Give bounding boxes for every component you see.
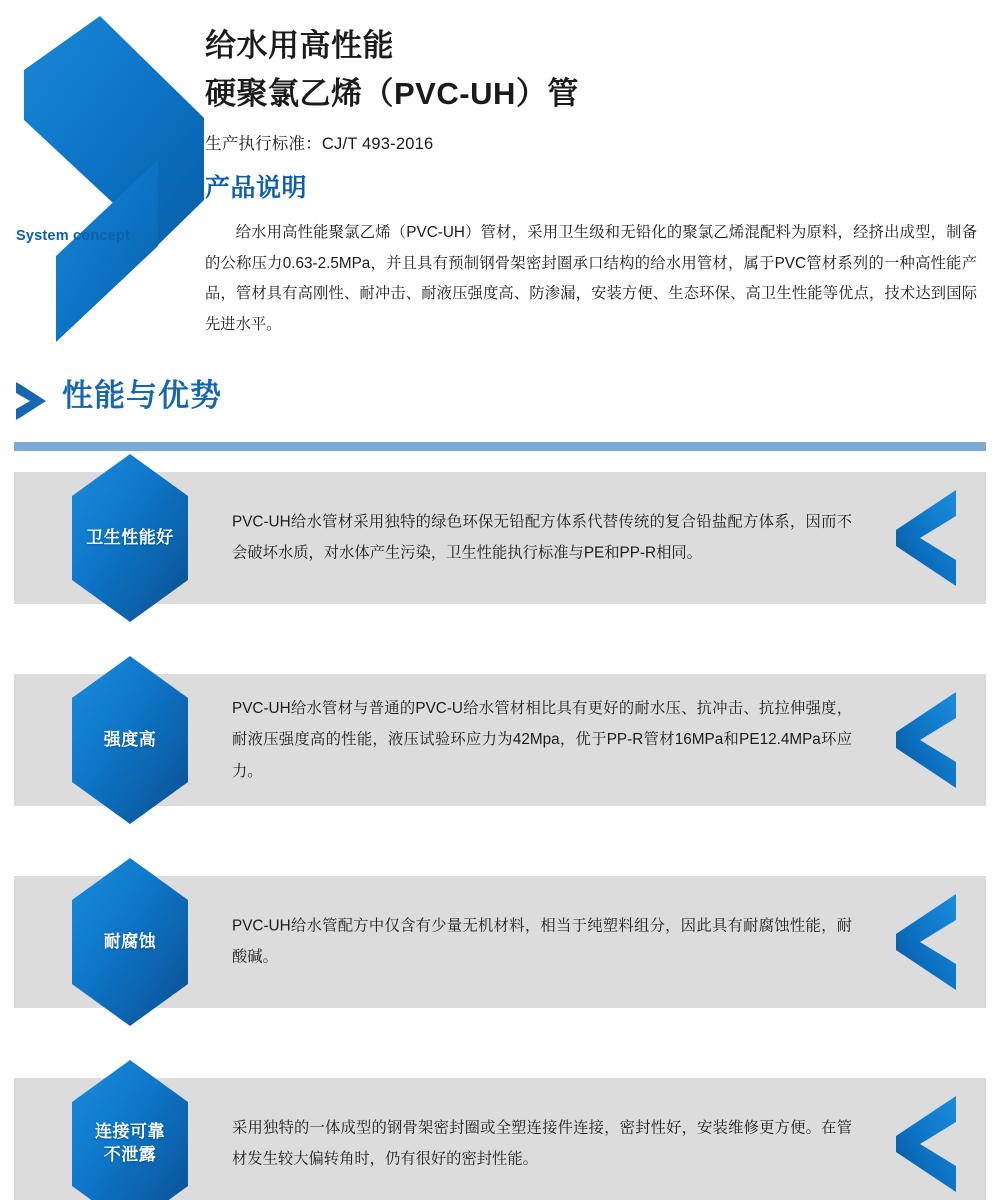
- hex-label-line-2: 不泄露: [103, 1145, 157, 1164]
- section-divider: [14, 442, 986, 451]
- hex-badge: [70, 452, 190, 624]
- hex-badge-label: [70, 452, 190, 624]
- chevron-left-icon: [894, 894, 958, 990]
- list-item: [14, 1078, 986, 1200]
- hex-label-line-1: 连接可靠: [95, 1122, 165, 1142]
- chevron-left-icon: [894, 1096, 958, 1192]
- hex-badge-label: [70, 856, 190, 1028]
- hex-label-line-1: 强度高: [103, 729, 157, 749]
- chevron-left-icon: [894, 490, 958, 586]
- hex-badge: [70, 1058, 190, 1200]
- company-logo: [8, 10, 208, 340]
- chevron-right-icon: [14, 380, 54, 422]
- feature-text: 采用独特的一体成型的钢骨架密封圈或全塑连接件连接，密封性好，安装维修更方便。在管材发生较大偏转角时，仍有很好的密封性能。: [232, 1119, 852, 1168]
- feature-text: PVC-UH给水管材采用独特的绿色环保无铅配方体系代替传统的复合铅盐配方体系，因而不会破坏水质，对水体产生污染，卫生性能执行标准与PE和PP-R相同。: [232, 513, 852, 562]
- logo-s-mark-icon: [8, 10, 208, 345]
- list-item: [14, 472, 986, 604]
- hex-label-line-1: 耐腐蚀: [103, 931, 157, 951]
- page-title-line-2: 硬聚氯乙烯（PVC-UH）管: [205, 76, 579, 112]
- hex-badge: [70, 856, 190, 1028]
- hex-badge-label: [70, 654, 190, 826]
- production-standard: 生产执行标准：CJ/T 493-2016: [205, 135, 434, 154]
- performance-section-title: 性能与优势: [62, 378, 222, 413]
- hex-badge: [70, 654, 190, 826]
- list-item: [14, 876, 986, 1008]
- page-header: [0, 0, 1000, 350]
- chevron-left-icon: [894, 692, 958, 788]
- feature-text: PVC-UH给水管配方中仅含有少量无机材料，相当于纯塑料组分，因此具有耐腐蚀性能，耐酸碱。: [232, 917, 852, 966]
- logo-caption: System concept: [16, 228, 131, 244]
- product-description-heading: 产品说明: [205, 174, 308, 203]
- hex-label-line-1: 卫生性能好: [86, 527, 174, 547]
- feature-text: PVC-UH给水管材与普通的PVC-U给水管材相比具有更好的耐水压、抗冲击、抗拉伸强度，耐液压强度高的性能，液压试验环应力为42Mpa，优于PP-R管材16MPa和PE12.4MPa环应力。: [232, 699, 852, 780]
- list-item: [14, 674, 986, 806]
- page-title-line-1: 给水用高性能: [205, 28, 394, 63]
- features-list: [14, 472, 986, 1200]
- product-description-text: 给水用高性能聚氯乙烯（PVC-UH）管材，采用卫生级和无铅化的聚氯乙烯混配料为原料，经挤出成型，制备的公称压力0.63-2.5MPa，并且具有预制钢骨架密封圈承口结构的给水用管材，属于PVC管材系列的一种高性能产品，管材具有高刚性、耐冲击、耐液压强度高、防渗漏，安装方便、生态环保、高卫生性能等优点，技术达到国际先进水平。: [205, 224, 977, 333]
- header-text-block: [205, 22, 985, 340]
- performance-section-header: [0, 372, 1000, 432]
- hex-badge-label: [70, 1058, 190, 1200]
